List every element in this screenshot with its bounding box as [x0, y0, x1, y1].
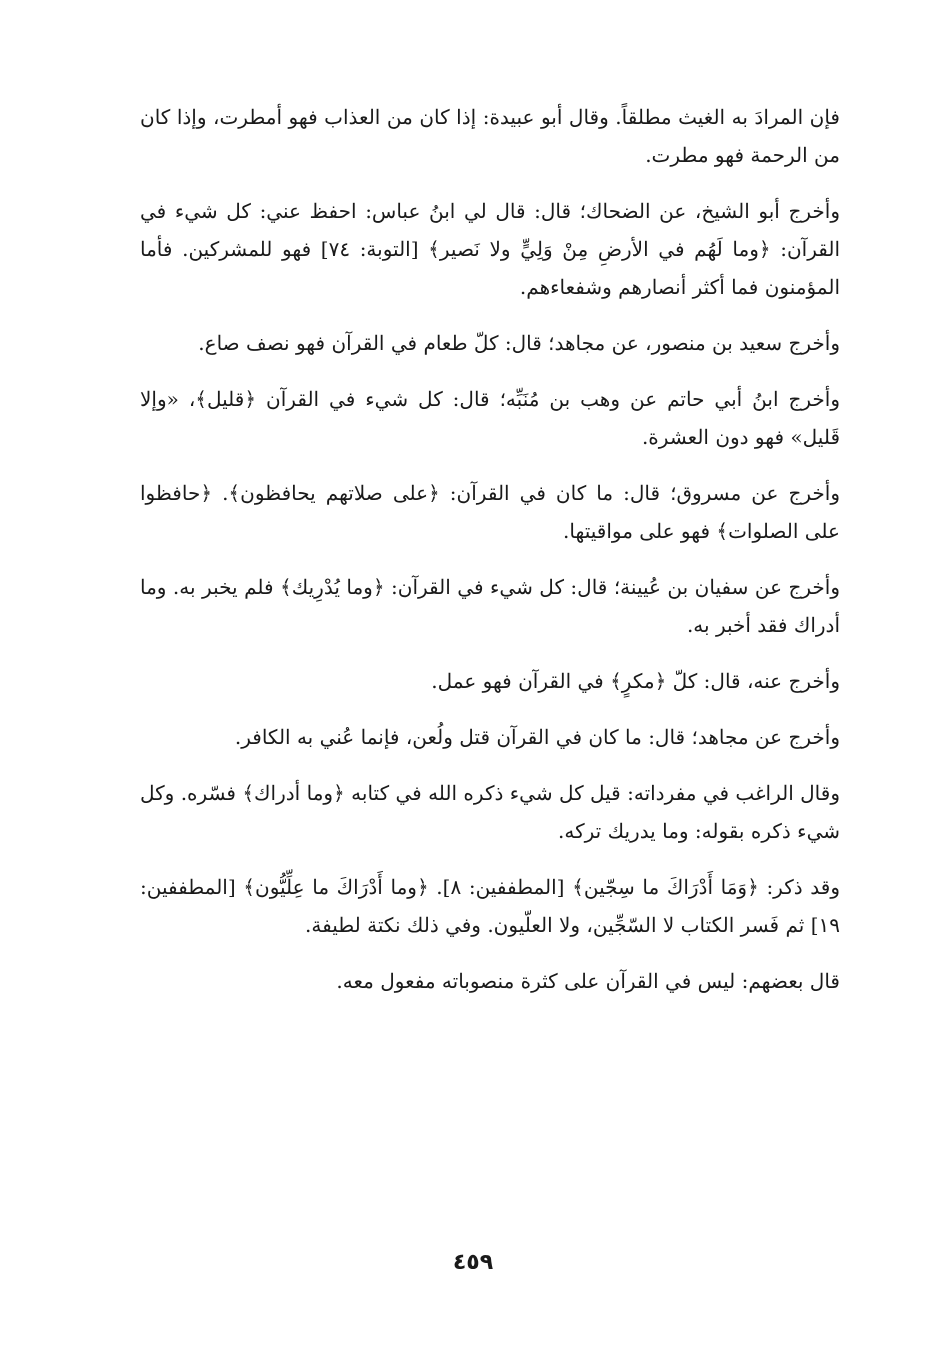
paragraph-9: وقال الراغب في مفرداته: قيل كل شيء ذكره الله في كتابه ﴿وما أدراك﴾ فسّره. وكل شيء ذكره بقوله: وما يدريك تركه. [140, 781, 840, 843]
paragraph-4: وأخرج ابنُ أبي حاتم عن وهب بن مُنَبِّه؛ قال: كل شيء في القرآن ﴿قليل﴾، «وإلا قَليل» فهو دون العشرة. [140, 387, 840, 449]
paragraph-5: وأخرج عن مسروق؛ قال: ما كان في القرآن: ﴿على صلاتهم يحافظون﴾. ﴿حافظوا على الصلوات﴾ فهو على مواقيتها. [140, 481, 840, 543]
paragraph-8: وأخرج عن مجاهد؛ قال: ما كان في القرآن قتل ولُعن، فإنما عُني به الكافر. [234, 725, 840, 749]
paragraph-1: فإن المرادَ به الغيث مطلقاً. وقال أبو عبيدة: إذا كان من العذاب فهو أمطرت، وإذا كان من الرحمة فهو مطرت. [140, 105, 840, 167]
paragraph-3: وأخرج سعيد بن منصور، عن مجاهد؛ قال: كلّ طعام في القرآن فهو نصف صاع. [198, 331, 840, 355]
paragraph-6: وأخرج عن سفيان بن عُيينة؛ قال: كل شيء في القرآن: ﴿وما يُدْرِيك﴾ فلم يخبر به. وما أدراك فقد أخبر به. [140, 575, 840, 637]
paragraph-10: وقد ذكر: ﴿وَمَا أَدْرَاكَ ما سِجّين﴾ [المطففين: ٨]. ﴿وما أَدْرَاكَ ما عِلِّيُّون﴾ [المطففين: ١٩] ثم فَسر الكتاب لا السّجِّين، ولا العلّيون. وفي ذلك نكتة لطيفة. [140, 875, 840, 937]
page-number: ٤٥٩ [452, 1250, 494, 1275]
page-body [140, 98, 840, 1318]
paragraph-7: وأخرج عنه، قال: كلّ ﴿مكرٍ﴾ في القرآن فهو عمل. [431, 669, 840, 693]
paragraph-2: وأخرج أبو الشيخ، عن الضحاك؛ قال: قال لي ابنُ عباس: احفظ عني: كل شيء في القرآن: ﴿وما لَهُم في الأرضِ مِنْ وَلِيٍّ ولا نَصير﴾ [التوبة: ٧٤] فهو للمشركين. فأما المؤمنون فما أكثر أنصارهم وشفعاءهم. [140, 199, 840, 299]
paragraph-11: قال بعضهم: ليس في القرآن على كثرة منصوباته مفعول معه. [336, 969, 840, 993]
